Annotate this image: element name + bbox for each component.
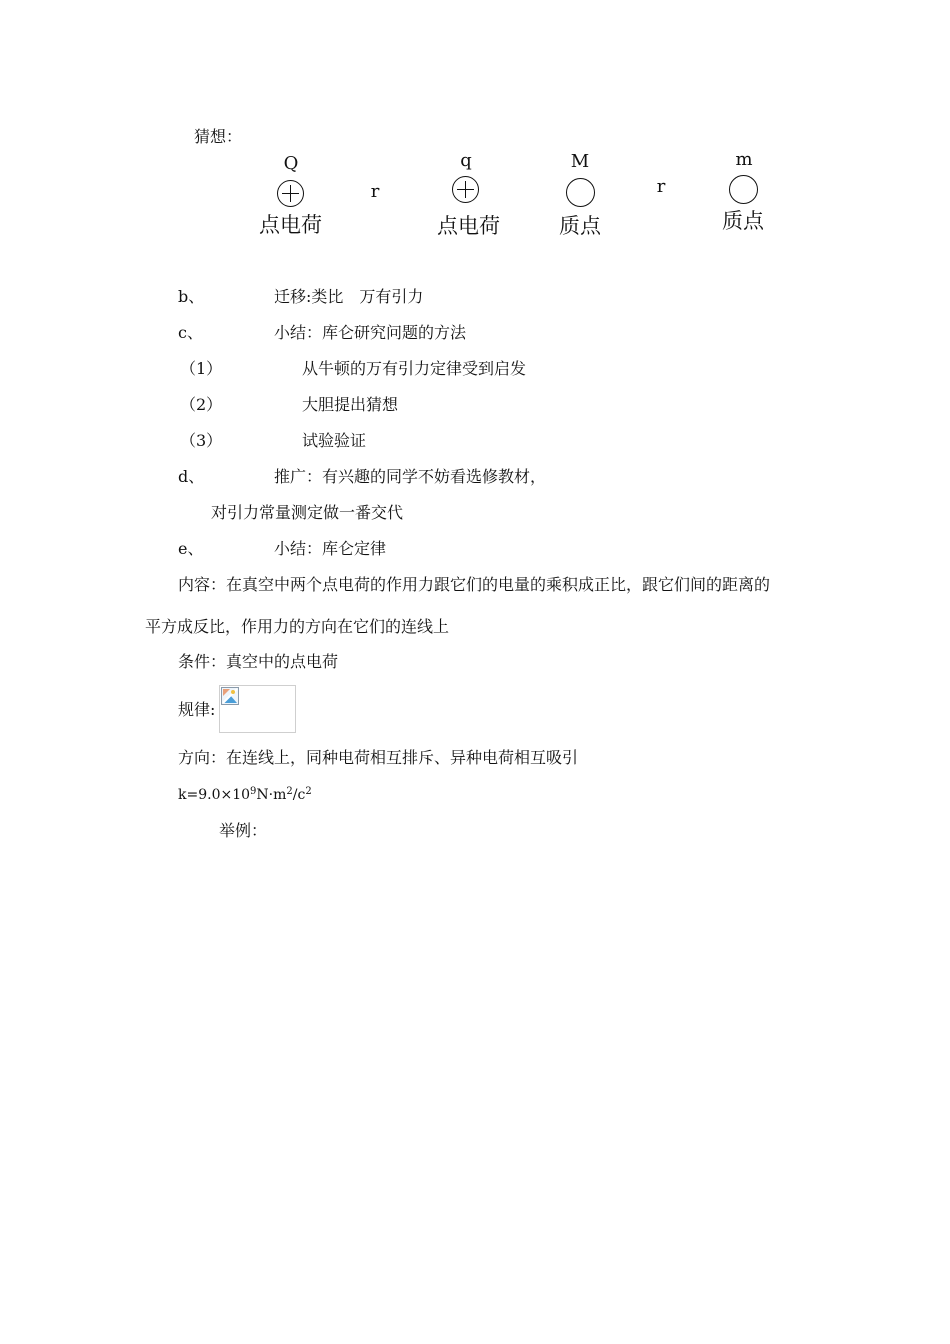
sub-item-2-marker: （2） [180, 395, 223, 414]
distance-r-label-2: r [656, 176, 666, 197]
broken-image-icon [221, 687, 239, 705]
k-exponent-2b: 2 [305, 786, 312, 797]
sub-item-2-text: 大胆提出猜想 [302, 395, 399, 414]
positive-charge-icon [452, 176, 479, 203]
charge-q-label: q [460, 150, 472, 171]
point-charge-label-1: 点电荷 [259, 213, 322, 237]
item-b-text: 迁移:类比 万有引力 [274, 287, 424, 306]
sub-item-1-text: 从牛顿的万有引力定律受到启发 [302, 359, 527, 378]
sub-item-3-text: 试验验证 [302, 431, 367, 450]
mass-M-label: M [570, 151, 590, 172]
item-d-text: 推广：有兴趣的同学不妨看选修教材， [274, 467, 547, 486]
example-label: 举例： [219, 821, 268, 840]
condition-line: 条件：真空中的点电荷 [178, 652, 339, 671]
item-d-marker: d、 [178, 467, 205, 486]
k-prefix: k=9.0×10 [178, 787, 251, 803]
direction-line: 方向：在连线上，同种电荷相互排斥、异种电荷相互吸引 [178, 748, 579, 767]
charge-Q-label: Q [283, 153, 299, 174]
guess-label: 猜想： [194, 127, 243, 146]
k-unit-2: /c [292, 787, 306, 803]
coulomb-constant [178, 785, 312, 805]
item-d-continuation: 对引力常量测定做一番交代 [211, 503, 404, 522]
item-e-marker: e、 [178, 539, 204, 558]
content-line-2: 平方成反比，作用力的方向在它们的连线上 [145, 617, 450, 636]
mass-m-label: m [735, 149, 753, 170]
k-exponent-9: 9 [250, 786, 257, 797]
sub-item-1-marker: （1） [180, 359, 223, 378]
item-e-text: 小结：库仑定律 [274, 539, 387, 558]
point-charge-label-2: 点电荷 [437, 214, 500, 238]
sub-item-3-marker: （3） [180, 431, 223, 450]
mass-point-label-2: 质点 [722, 209, 764, 233]
mass-point-circle-icon [729, 175, 758, 204]
distance-r-label-1: r [370, 181, 380, 202]
positive-charge-icon [277, 180, 304, 207]
k-exponent-2a: 2 [286, 786, 293, 797]
item-c-text: 小结：库仑研究问题的方法 [274, 323, 467, 342]
item-b-marker: b、 [178, 287, 205, 306]
item-c-marker: c、 [178, 323, 203, 342]
content-line-1: 内容：在真空中两个点电荷的作用力跟它们的电量的乘积成正比，跟它们间的距离的 [178, 575, 771, 594]
broken-image-placeholder [219, 685, 296, 733]
mass-point-circle-icon [566, 178, 595, 207]
law-label: 规律: [178, 700, 216, 719]
k-unit-1: N·m [256, 787, 287, 803]
mass-point-label-1: 质点 [559, 214, 601, 238]
